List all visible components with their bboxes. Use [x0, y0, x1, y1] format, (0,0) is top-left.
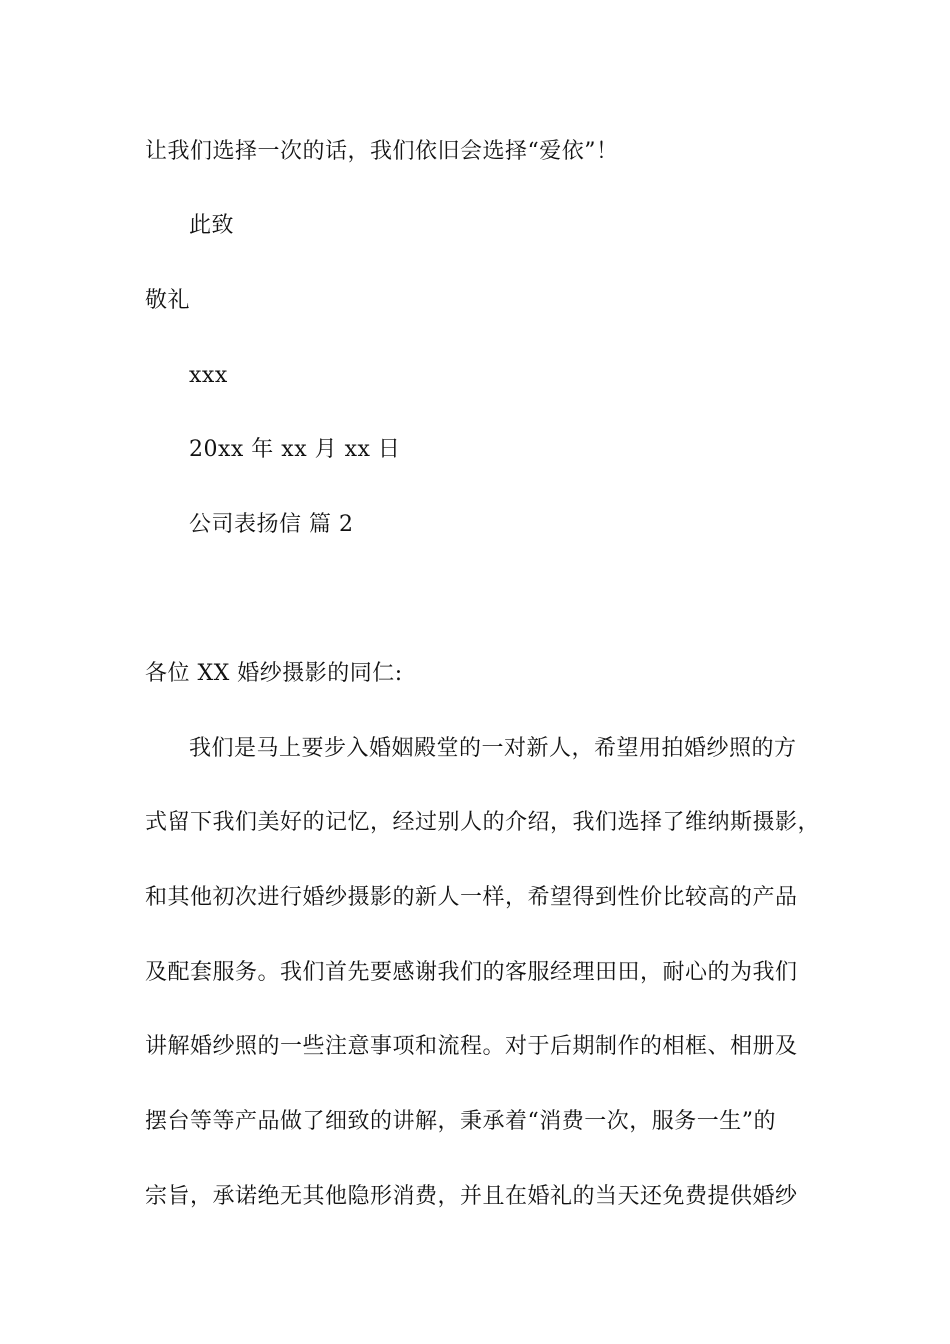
body-line: 和其他初次进行婚纱摄影的新人一样，希望得到性价比较高的产品 — [145, 885, 798, 910]
body-line: 式留下我们美好的记忆，经过别人的介绍，我们选择了维纳斯摄影， — [145, 810, 821, 835]
greeting: 各位 XX 婚纱摄影的同仁: — [145, 661, 403, 686]
body-line: 宗旨，承诺绝无其他隐形消费，并且在婚礼的当天还免费提供婚纱 — [145, 1184, 798, 1209]
date: 20xx 年 xx 月 xx 日 — [189, 437, 401, 462]
regards: 敬礼 — [145, 288, 191, 313]
closing-line: 让我们选择一次的话，我们依旧会选择“爱依”！ — [145, 139, 619, 164]
signature: xxx — [189, 363, 228, 388]
body-line: 摆台等等产品做了细致的讲解，秉承着“消费一次，服务一生”的 — [145, 1109, 776, 1134]
body-line: 讲解婚纱照的一些注意事项和流程。对于后期制作的相框、相册及 — [145, 1034, 798, 1059]
section-heading: 公司表扬信 篇 2 — [189, 512, 354, 537]
salutation-close: 此致 — [189, 213, 235, 238]
body-line: 我们是马上要步入婚姻殿堂的一对新人，希望用拍婚纱照的方 — [189, 736, 797, 761]
body-line: 及配套服务。我们首先要感谢我们的客服经理田田，耐心的为我们 — [145, 960, 798, 985]
